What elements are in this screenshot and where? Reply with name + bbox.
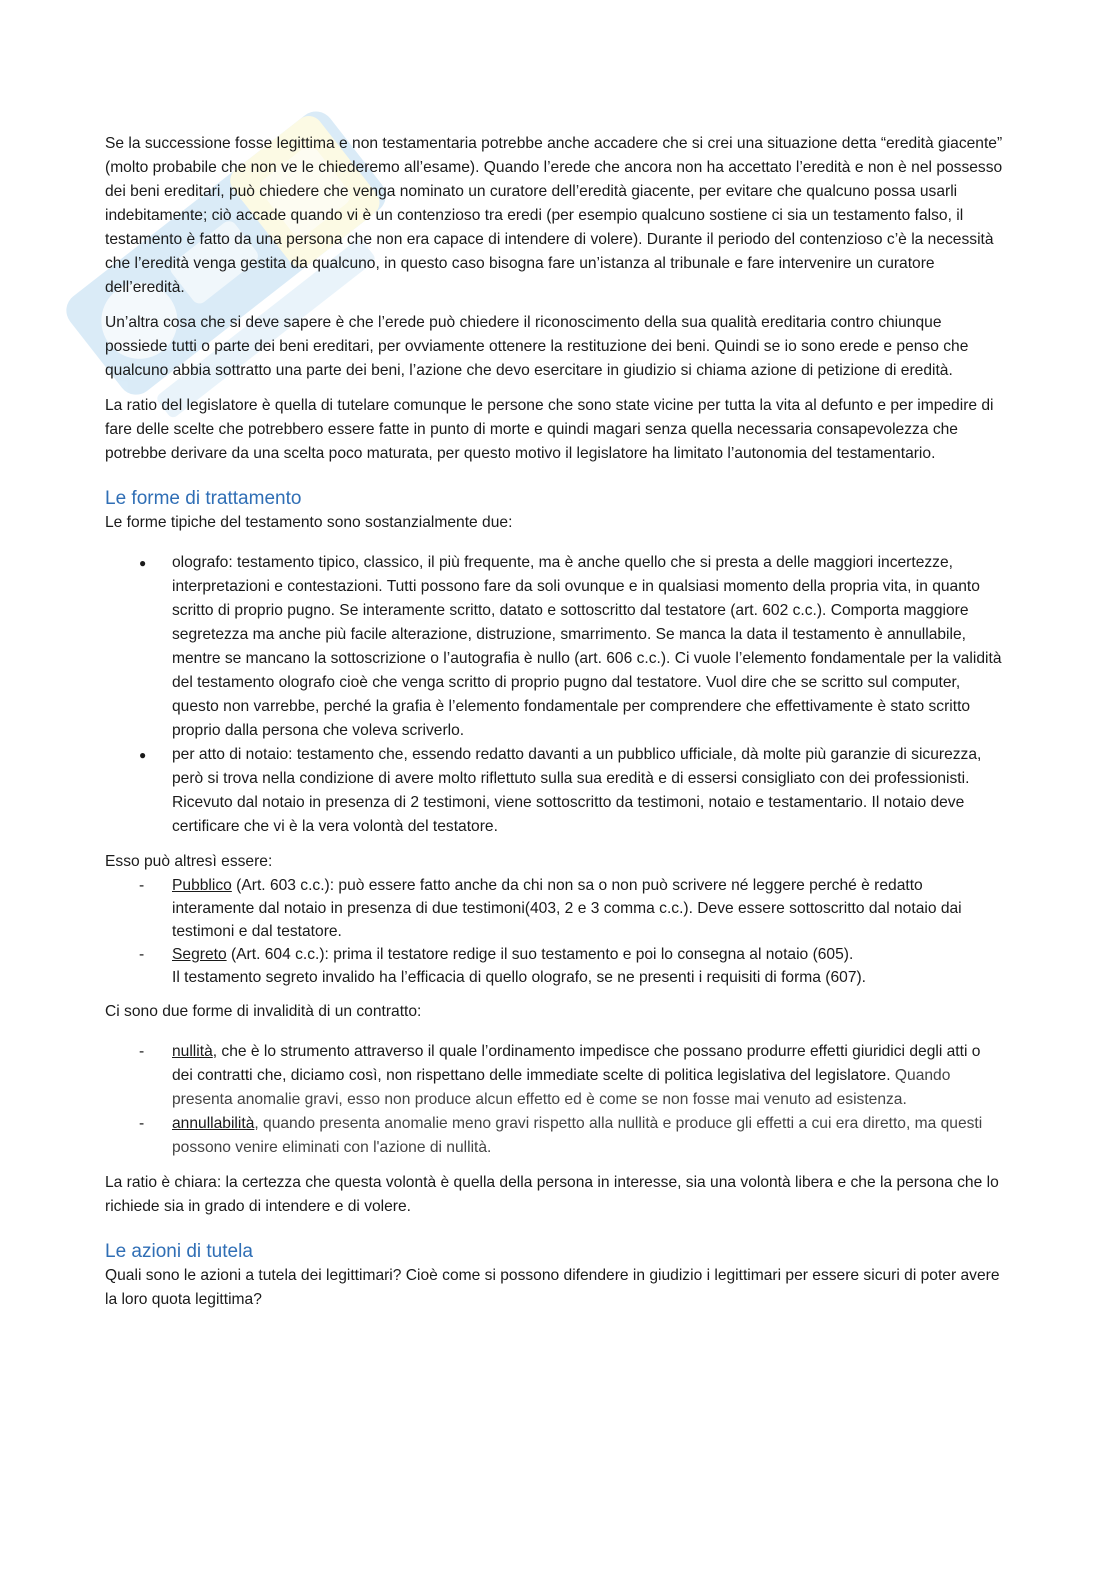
list-item-segreto	[105, 943, 1005, 989]
also-intro: Esso può altresì essere:	[105, 853, 273, 870]
invalid-intro: Ci sono due forme di invalidità di un contratto:	[105, 1003, 422, 1020]
text-annullabilita-gray: , quando presenta anomalie meno gravi rispetto alla nullità e produce gli effetti a cui era diretto, ma questi possono venire eliminati con l'azione di nullità.	[172, 1115, 983, 1156]
list-item-olografo: ● olografo: testamento tipico, classico, il più frequente, ma è anche quello che si presta a delle maggiori incertezze, interpretazioni e contestazioni. Tutti possono fare da soli ovunque e in qualsiasi momento della propria vita, in quanto scritto di proprio pugno. Se interamente scritto, datato e sottoscritto dal testatore (art. 602 c.c.). Comporta maggiore segretezza ma anche più facile alterazione, distruzione, smarrimento. Se manca la data il testamento è annullabile, mentre se mancano la sottoscrizione o l’autografia è nullo (art. 606 c.c.). Ci vuole l’elemento fondamentale per la validità del testamento olografo cioè che venga scritto di proprio pugno dal testatore. Vuol dire che se scritto sul computer, questo non varrebbe, perché la grafia è l’elemento fondamentale per comprendere che effettivamente è stato scritto proprio dalla persona che voleva scriverlo.	[105, 551, 1005, 743]
section-intro-forme: Le forme tipiche del testamento sono sostanzialmente due:	[105, 514, 513, 531]
section-heading-forme: Le forme di trattamento	[105, 488, 302, 509]
term-pubblico: Pubblico	[172, 877, 232, 894]
text-segreto: (Art. 604 c.c.): prima il testatore redige il suo testamento e poi lo consegna al notaio (605).	[226, 946, 854, 963]
list-item-pubblico	[105, 874, 1005, 943]
section-intro-azioni: Quali sono le azioni a tutela dei legittimari? Cioè come si possono difendere in giudizio i legittimari per essere sicuri di poter avere la loro quota legittima?	[105, 1267, 1000, 1308]
paragraph-eredita-giacente: Se la successione fosse legittima e non testamentaria potrebbe anche accadere che si crei una situazione detta “eredità giacente” (molto probabile che non ve le chiederemo all’esame). Quando l’erede che ancora non ha accettato l’eredità e non è nel possesso dei beni ereditari, può chiedere che venga nominato un curatore dell’eredità giacente, per evitare che qualcuno possa usarli indebitamente; ciò accade quando vi è un contenzioso tra eredi (per esempio qualcuno sostiene ci sia un testamento falso, il testamento è fatto da una persona che non era capace di intendere di volere). Durante il periodo del contenzioso c’è la necessità che l’eredità venga gestita da qualcuno, in questo caso bisogna fare un’istanza al tribunale e fare intervenire un curatore dell’eredità.	[105, 135, 1003, 296]
list-item-nullita	[105, 1040, 1005, 1112]
list-item-notaio: ● per atto di notaio: testamento che, essendo redatto davanti a un pubblico ufficiale, dà molte più garanzie di sicurezza, però si trova nella condizione di avere molto riflettuto sulla sua eredità e di essersi consigliato con dei professionisti. Ricevuto dal notaio in presenza di 2 testimoni, viene sottoscritto da testimoni, notaio e testamentario. Il notaio deve certificare che vi è la vera volontà del testatore.	[105, 743, 1005, 839]
bullet-list-forme	[105, 551, 1005, 839]
text-nullita-gray: Quando presenta anomalie gravi, esso non produce alcun effetto ed è come se non fosse mai venuto ad esistenza.	[172, 1067, 951, 1108]
text-segreto-2: Il testamento segreto invalido ha l’efficacia di quello olografo, se ne presenti i requisiti di forma (607).	[172, 969, 867, 986]
text-pubblico: (Art. 603 c.c.): può essere fatto anche da chi non sa o non può scrivere né leggere perché è redatto interamente dal notaio in presenza di due testimoni(403, 2 e 3 comma c.c.). Deve essere sottoscritto dal notaio dai testimoni e dal testatore.	[172, 877, 962, 940]
paragraph-closing: La ratio è chiara: la certezza che questa volontà è quella della persona in interesse, sia una volontà libera e che la persona che lo richiede sia in grado di intendere e di volere.	[105, 1174, 999, 1215]
section-heading-azioni: Le azioni di tutela	[105, 1241, 253, 1262]
term-segreto: Segreto	[172, 946, 227, 963]
dash-list-invalidita	[105, 1040, 1005, 1160]
dash-list-also	[105, 874, 1005, 989]
list-item-annullabilita	[105, 1112, 1005, 1160]
paragraph-ratio-legislatore: La ratio del legislatore è quella di tutelare comunque le persone che sono state vicine per tutta la vita al defunto e per impedire di fare delle scelte che potrebbero essere fatte in punto di morte e quindi magari senza quella necessaria consapevolezza che potrebbe derivare da una scelta poco maturata, per questo motivo il legislatore ha limitato l’autonomia del testamentario.	[105, 397, 994, 462]
document-body	[105, 132, 1005, 1323]
term-annullabilita: annullabilità	[172, 1115, 255, 1132]
term-nullita: nullità	[172, 1043, 213, 1060]
paragraph-petizione-eredita: Un’altra cosa che si deve sapere è che l’erede può chiedere il riconoscimento della sua qualità ereditaria contro chiunque possiede tutti o parte dei beni ereditari, per ovviamente ottenere la restituzione dei beni. Quindi se io sono erede e penso che qualcuno abbia sottratto una parte dei beni, l’azione che devo esercitare in giudizio si chiama azione di petizione di eredità.	[105, 314, 969, 379]
text-nullita: , che è lo strumento attraverso il quale l’ordinamento impedisce che possano produrre effetti giuridici degli atti o dei contratti che, diciamo così, non rispettano delle immediate scelte di politica legislativa del legislatore.	[172, 1043, 981, 1084]
